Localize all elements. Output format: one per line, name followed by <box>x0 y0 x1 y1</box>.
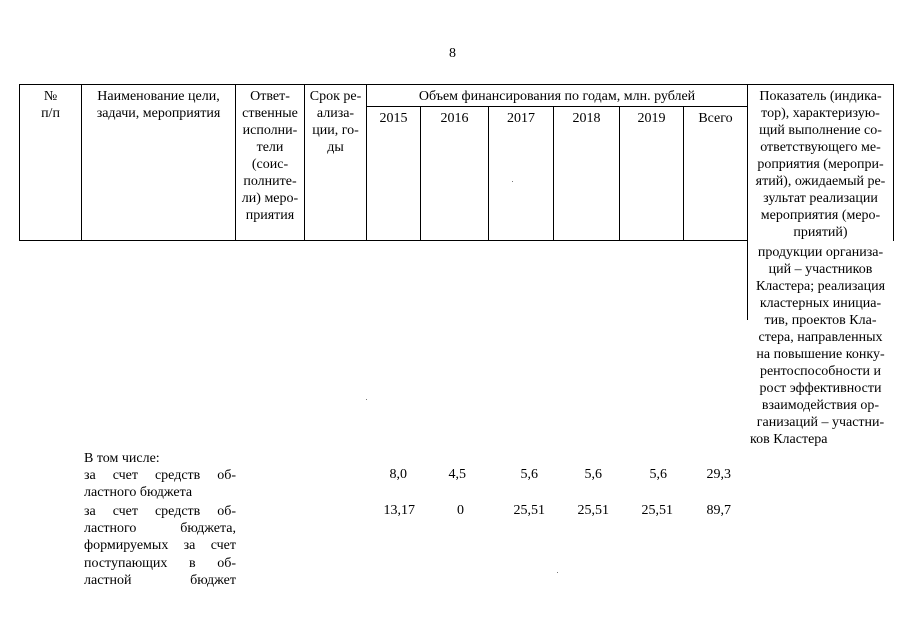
row-2-value-2019: 25,51 <box>641 503 673 518</box>
years-divider <box>366 106 747 107</box>
header-year-2015: 2015 <box>379 111 408 126</box>
row-1-value-2016: 4,5 <box>448 467 466 482</box>
header-responsible: Ответ- ственные исполни- тели (соис- полните- ли) меро- приятия <box>241 89 299 223</box>
header-indicator: Показатель (индика- тор), характеризую- щий выполнение со- ответствующего ме- роприятия (меропри- ятий), ожидаемый ре- зультат реализации мероприятия (меро- приятий) <box>755 89 886 240</box>
header-year-2019: 2019 <box>637 111 666 126</box>
page-number: 8 <box>449 46 456 61</box>
row-1-value-total: 29,3 <box>706 467 731 482</box>
header-name: Наименование цели, задачи, мероприятия <box>96 89 221 121</box>
col-border-4 <box>366 84 367 241</box>
row-2-value-total: 89,7 <box>706 503 731 518</box>
row-1-value-2019: 5,6 <box>649 467 667 482</box>
row-1-value-2015: 8,0 <box>389 467 407 482</box>
row-1-value-2018: 5,6 <box>584 467 602 482</box>
row-2-value-2016: 0 <box>457 503 464 518</box>
header-total: Всего <box>698 111 733 126</box>
row-2-value-2017: 25,51 <box>513 503 545 518</box>
row-2-value-2018: 25,51 <box>577 503 609 518</box>
col-border-11 <box>893 84 894 241</box>
indicator-continuation: продукции организа- ций – участников Кластера; реализация кластерных инициа- тив, проектов Кла- стера, направленных на повышение конку- рентоспособности и рост эффективности взаимодействия ор- ганизаций – участни- ков Кластера <box>750 245 886 447</box>
scan-speck <box>557 572 558 573</box>
scan-speck <box>512 181 513 182</box>
row-2-value-2015: 13,17 <box>383 503 415 518</box>
header-term: Срок ре- ализа- ции, го- ды <box>309 89 362 155</box>
header-year-2017: 2017 <box>507 111 535 126</box>
table-top-border <box>19 84 894 85</box>
table-bottom-border <box>19 240 747 241</box>
header-year-2018: 2018 <box>572 111 601 126</box>
scan-speck <box>366 399 367 400</box>
row-1-label: за счет средств об- ластного бюджета <box>84 468 236 501</box>
header-num: № п/п <box>41 89 60 121</box>
including-label: В том числе: <box>84 451 160 466</box>
header-year-2016: 2016 <box>440 111 469 126</box>
row-1-value-2017: 5,6 <box>520 467 538 482</box>
header-financing: Объем финансирования по годам, млн. рублей <box>418 89 696 104</box>
row-2-label: за счет средств об- ластного бюджета, формируемых за счет поступающих в об- ластной бюджет <box>84 504 236 588</box>
